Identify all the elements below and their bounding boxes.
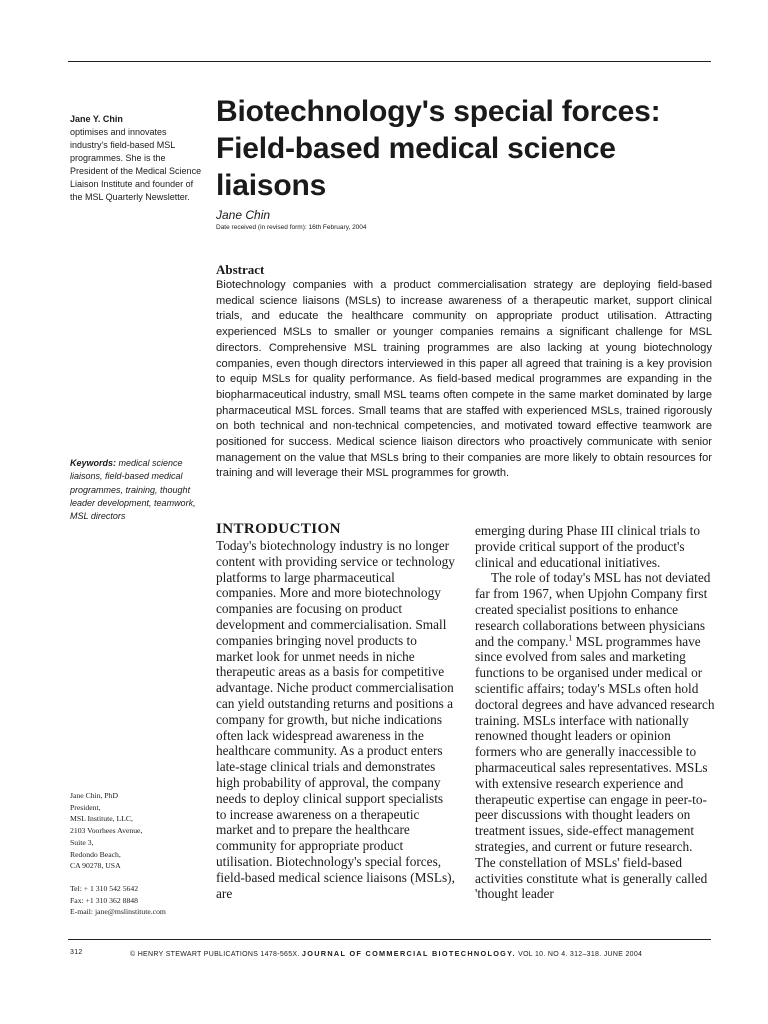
intro-paragraph-1: Today's biotechnology industry is no longer content with providing service or technology platforms to large pharmaceutical companies. More and more biotechnology companies are focusing on product development and commercialisation. Small companies bringing novel products to market look for unmet needs in niche therapeutic areas as a basis for competitive advantage. Niche product commercialisation can yield outstanding returns and positions a company for growth, but niche indications often lack widespread awareness in the healthcare community. As a product enters late-stage clinical trials and demonstrates high probability of approval, the company needs to deploy clinical support specialists to increase awareness on a therapeutic market and to prepare the healthcare community for appropriate product utilisation. Biotechnology's special forces, field-based medical science liaisons (MSLs), are	[216, 538, 455, 901]
top-rule	[68, 61, 711, 62]
intro-paragraph-1-cont: emerging during Phase III clinical trials to provide critical support of the product's clinical and educational initiatives.	[475, 523, 701, 570]
keywords	[70, 457, 208, 523]
contact-line: Suite 3,	[70, 837, 94, 847]
contact-line: President,	[70, 802, 101, 812]
contact-line: Redondo Beach,	[70, 849, 121, 859]
author-bio-name: Jane Y. Chin	[70, 114, 123, 124]
footer-citation	[130, 949, 642, 958]
intro-paragraph-2	[475, 570, 715, 902]
intro-paragraph-2-text: The role of today's MSL has not deviated far from 1967, when Upjohn Company first created specialist positions to enhance research collaborations between physicians and the company.	[475, 570, 711, 649]
author-bio-text: optimises and innovates industry's field-based MSL programmes. She is the President of the Medical Science Liaison Institute and founder of the MSL Quarterly Newsletter.	[70, 127, 202, 202]
footer-publisher: © HENRY STEWART PUBLICATIONS 1478-565X.	[130, 951, 300, 958]
page-number: 312	[70, 949, 83, 956]
contact-line: MSL Institute, LLC,	[70, 814, 133, 824]
footer-journal: JOURNAL OF COMMERCIAL BIOTECHNOLOGY.	[301, 949, 516, 958]
intro-paragraph-2-cont: MSL programmes have since evolved from sales and marketing functions to be organised under medical or scientific affairs; today's MSLs often hold doctoral degrees and have advanced research training. MSLs interface with nationally renowned thought leaders or opinion formers who are generally inaccessible to pharmaceutical sales representatives. MSLs with extensive research experience and therapeutic expertise can engage in peer-to-peer discussions with thought leaders on treatment issues, side-effect management strategies, and current or future research. The constellation of MSLs' field-based activities constitute what is generally called 'thought leader	[475, 633, 715, 902]
contact-line: 2103 Voorhees Avenue,	[70, 826, 143, 836]
abstract-heading: Abstract	[216, 262, 265, 277]
footer-volume: VOL 10. NO 4. 312–318. JUNE 2004	[518, 951, 643, 958]
bottom-rule	[68, 939, 711, 940]
footnote-ref-1[interactable]: 1	[568, 633, 573, 643]
contact-email[interactable]: E-mail: jane@mslinstitute.com	[70, 907, 166, 917]
article-title: Biotechnology's special forces: Field-based medical science liaisons	[216, 95, 661, 202]
date-received: Date received (in revised form): 16th February, 2004	[216, 224, 367, 231]
body-column-left	[216, 538, 456, 901]
abstract-text: Biotechnology companies with a product commercialisation strategy are deploying field-based medical science liaisons (MSLs) to increase awareness of a therapeutic market, support clinical trials, and educate the healthcare community on appropriate product utilisation. Attracting experienced MSLs to smaller or younger companies remains a significant challenge for MSL directors. Comprehensive MSL training programmes are also lacking at young biotechnology companies, even though directors interviewed in this paper all agreed that training is a key provision to equip MSLs for quality performance. As field-based medical programmes are expanding in the biopharmaceutical industry, small MSL teams often compete in the same market dominated by large pharmaceutical MSL forces. Small teams that are staffed with experienced MSLs, trained rigorously on both technical and non-technical competencies, and motivated toward effective teamwork are positioned for success. Medical science liaison directors who proactively communicate with senior management on the value that MSLs bring to their companies are more likely to obtain resources for training and will leverage their MSL programmes for growth.	[216, 279, 712, 480]
contact-fax: Fax: +1 310 362 8848	[70, 895, 138, 905]
contact-info	[70, 790, 210, 918]
contact-line: Jane Chin, PhD	[70, 791, 119, 800]
contact-line: CA 90278, USA	[70, 861, 121, 871]
introduction-heading: INTRODUCTION	[216, 521, 341, 537]
keywords-text: medical science liaisons, field-based medical programmes, training, thought leader development, teamwork, MSL directors	[70, 458, 196, 522]
article-author: Jane Chin	[216, 208, 271, 222]
keywords-label: Keywords:	[70, 458, 117, 468]
author-bio	[70, 113, 205, 204]
body-column-right	[475, 523, 715, 902]
contact-tel: Tel: + 1 310 542 5642	[70, 883, 139, 893]
